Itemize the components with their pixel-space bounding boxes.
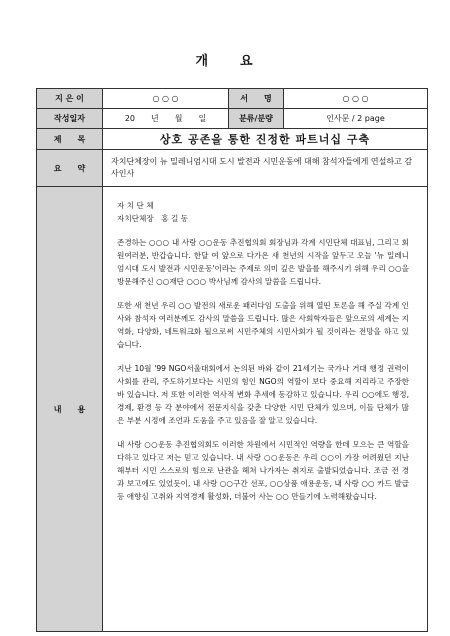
category-label: 분류/분량 xyxy=(229,109,284,129)
summary-form xyxy=(36,88,450,632)
org-line: 자 치 단 체 xyxy=(117,201,154,210)
row-content xyxy=(37,187,428,632)
summary-value: 자치단체장이 뉴 밀레니엄시대 도시 발전과 시민운동에 대해 참석자들에게 연설하고 감사인사 xyxy=(103,150,428,187)
summary-label: 요 약 xyxy=(37,150,103,187)
form-table xyxy=(36,88,428,632)
date-label: 작성일자 xyxy=(37,109,103,129)
paragraph: 내 사랑 ○○운동 추진협의회도 이러한 차원에서 시민적인 역량을 한데 모으는 큰 역할을 다하고 있다고 저는 믿고 있습니다. 내 사랑 ○○운동은 우리 ○○이 가장 어려웠던 지난해부터 시민 스스로의 힘으로 난관을 헤쳐 나가자는 취지로 출발되었습니다. 조금 전 경과 보고에도 있었듯이, 내 사랑 ○○구간 선포, ○○상품 애용운동, 내 사랑 ○○ 카드 발급 등 애향심 고취와 지역경제 활성화, 더불어 사는 ○○ 만들기에 노력해왔습니다. xyxy=(117,440,409,501)
row-date xyxy=(37,109,428,129)
category-value: 인사문 / 2 page xyxy=(284,109,428,129)
book-title-label: 서 명 xyxy=(229,89,284,109)
row-summary xyxy=(37,150,428,187)
author-value: ○ ○ ○ xyxy=(103,89,229,109)
speaker-line: 자치단체장 홍 길 동 xyxy=(117,214,189,223)
row-author xyxy=(37,89,428,109)
content-body xyxy=(103,187,428,632)
author-label: 지 은 이 xyxy=(37,89,103,109)
subject-label: 제 목 xyxy=(37,129,103,150)
book-title-value: ○ ○ ○ xyxy=(284,89,428,109)
paragraph: 지난 10월 '99 NGO서울대회에서 논의된 바와 같이 21세기는 국가나 거대 행정 권력이 사회를 관리, 주도하기보다는 시민의 힘인 NGO의 역할이 보다 중요해 지리라고 주장한 바 있습니다. 저 또한 이러한 역사적 변화 추세에 동감하고 있습니다. 우리 ○○에도 행정, 경제, 환경 등 각 분야에서 전문지식을 갖춘 다양한 시민 단체가 있으며, 이들 단체가 많은 부분 시정에 조언과 도움을 주고 있음을 잘 알고 있습니다. xyxy=(117,364,409,425)
date-value: 20 년 월 일 xyxy=(103,109,229,129)
subject-value: 상호 공존을 통한 진정한 파트너십 구축 xyxy=(103,129,428,150)
paragraph: 존경하는 ○○○ 내 사랑 ○○운동 추진협의회 회장님과 각계 시민단체 대표님, 그리고 회원여러분, 반갑습니다. 한달 여 앞으로 다가온 새 천년의 시작을 앞두고 오늘 '뉴 밀레니엄시대 도시 발전과 시민운동'이라는 주제로 의미 깊은 발을를 해주시기 위해 우리 ○○을 방문해주신 ○○재단 ○○○ 박사님께 감사의 말씀을 드립니다. xyxy=(117,238,409,286)
page-title: 개 요 xyxy=(195,54,255,69)
content-label: 내 용 xyxy=(37,187,103,632)
row-subject xyxy=(37,129,428,150)
paragraph: 또한 새 천년 우리 ○○ 발전의 새로운 패러다임 도출을 위해 열띤 토론을 해 주실 각계 인사와 참석자 여러분께도 감사의 말씀을 드립니다. 많은 사회학자들은 앞으로의 세계는 지역화, 다양화, 네트워크화 될으로써 시민주체의 시민사회가 될 것이라는 전망을 하고 있습니다. xyxy=(117,301,409,349)
